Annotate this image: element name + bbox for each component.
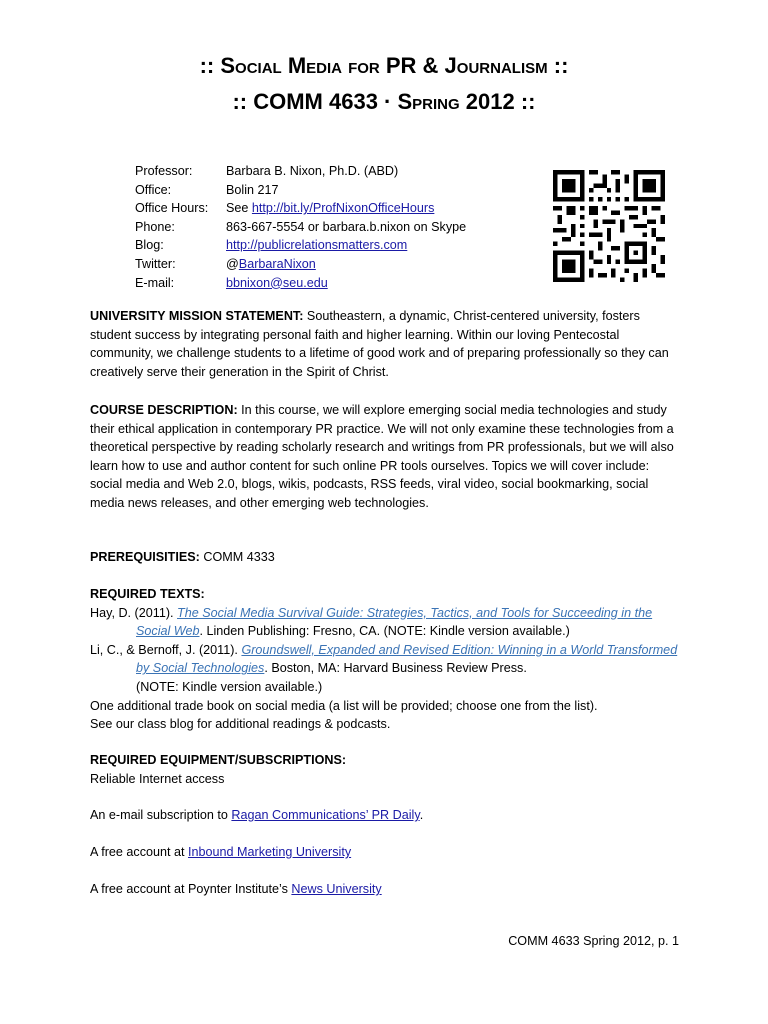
required-texts-heading: REQUIRED TEXTS: xyxy=(90,587,205,601)
office-hours-label: Office Hours: xyxy=(135,201,209,216)
blog-label: Blog: xyxy=(135,238,164,253)
office-hours-link[interactable]: http://bit.ly/ProfNixonOfficeHours xyxy=(251,201,435,216)
course-title: :: Social Media for PR & Journalism :: xyxy=(199,53,569,78)
twitter-label: Twitter: xyxy=(135,256,176,271)
ragan-subscription: An e-mail subscription to Ragan Communications’ PR Daily. xyxy=(90,808,424,822)
course-description: COURSE DESCRIPTION: In this course, we will explore emerging social media technologies and study their ethical application in contemporary PR practice. We will not only examine these technologies from a theoretical perspective by reading scholarly research and writings from PR professionals, but we will also learn how to use and author content for such online PR tools ourselves. Topics we will cover include: social media and Web 2.0, blogs, wikis, podcasts, RSS feeds, viral video, social bookmarking, social media news releases, and other emerging web technologies. xyxy=(90,403,674,510)
required-texts xyxy=(90,585,680,734)
email-label: E-mail: xyxy=(135,275,175,290)
professor-label: Professor: xyxy=(135,164,193,178)
ragan-link[interactable]: Ragan Communications’ PR Daily xyxy=(231,808,420,822)
citation-hay-link[interactable]: The Social Media Survival Guide: Strategies, Tactics, and Tools for Succeeding in the Social Web xyxy=(136,605,653,639)
blog-link[interactable]: http://publicrelationsmatters.com xyxy=(226,238,408,253)
trade-book-note: One additional trade book on social media (a list will be provided; choose one from the list). xyxy=(90,698,598,713)
office-value: Bolin 217 xyxy=(226,182,279,197)
citation-li-bernoff: Li, C., & Bernoff, J. (2011). Groundswell, Expanded and Revised Edition: Winning in a World Transformed by Social Technologies. Boston, MA: Harvard Business Review Press. (NOTE: Kindle version available.) xyxy=(90,642,678,694)
required-equipment xyxy=(90,751,680,788)
equipment-heading: REQUIRED EQUIPMENT/SUBSCRIPTIONS: xyxy=(90,753,347,767)
professor-value: Barbara B. Nixon, Ph.D. (ABD) xyxy=(226,164,399,178)
blog-readings-note: See our class blog for additional readings & podcasts. xyxy=(90,717,391,732)
inbound-account: A free account at Inbound Marketing University xyxy=(90,845,352,859)
poynter-account: A free account at Poynter Institute’s News University xyxy=(90,882,382,896)
citation-hay: Hay, D. (2011). The Social Media Survival Guide: Strategies, Tactics, and Tools for Succeeding in the Social Web. Linden Publishing: Fresno, CA. (NOTE: Kindle version available.) xyxy=(90,605,653,639)
twitter-link[interactable]: BarbaraNixon xyxy=(238,256,316,271)
page-footer: COMM 4633 Spring 2012, p. 1 xyxy=(508,934,679,948)
mission-statement: UNIVERSITY MISSION STATEMENT: Southeastern, a dynamic, Christ-centered university, fosters student success by integrating personal faith and higher learning. Within our loving Pentecostal community, we challenge students to a lifetime of good work and of preparing professionally so they can creatively serve their generation in the Spirit of Christ. xyxy=(90,309,669,379)
inbound-link[interactable]: Inbound Marketing University xyxy=(188,845,352,859)
phone-value: 863-667-5554 or barbara.b.nixon on Skype xyxy=(226,219,467,234)
instructor-info: Professor: Barbara B. Nixon, Ph.D. (ABD) Office: Bolin 217 Office Hours: See http://bit.ly/ProfNixonOfficeHours Phone: 863-667-5554 or barbara.b.nixon on Skype Blog: http://publicrelationsmatters.com Twitter: @BarbaraNixon E-mail: bbnixon@seu.edu xyxy=(135,162,466,292)
email-link[interactable]: bbnixon@seu.edu xyxy=(226,275,328,290)
internet-requirement: Reliable Internet access xyxy=(90,771,225,786)
poynter-link[interactable]: News University xyxy=(291,882,382,896)
qr-code-icon xyxy=(553,170,665,282)
phone-label: Phone: xyxy=(135,219,175,234)
office-label: Office: xyxy=(135,182,172,197)
course-code-term: :: COMM 4633 · Spring 2012 :: xyxy=(232,89,536,114)
prerequisites: PREREQUISITIES: COMM 4333 xyxy=(90,550,275,564)
citation-li-bernoff-link[interactable]: Groundswell, Expanded and Revised Edition: Winning in a World Transformed by Social Technologies xyxy=(136,642,678,676)
